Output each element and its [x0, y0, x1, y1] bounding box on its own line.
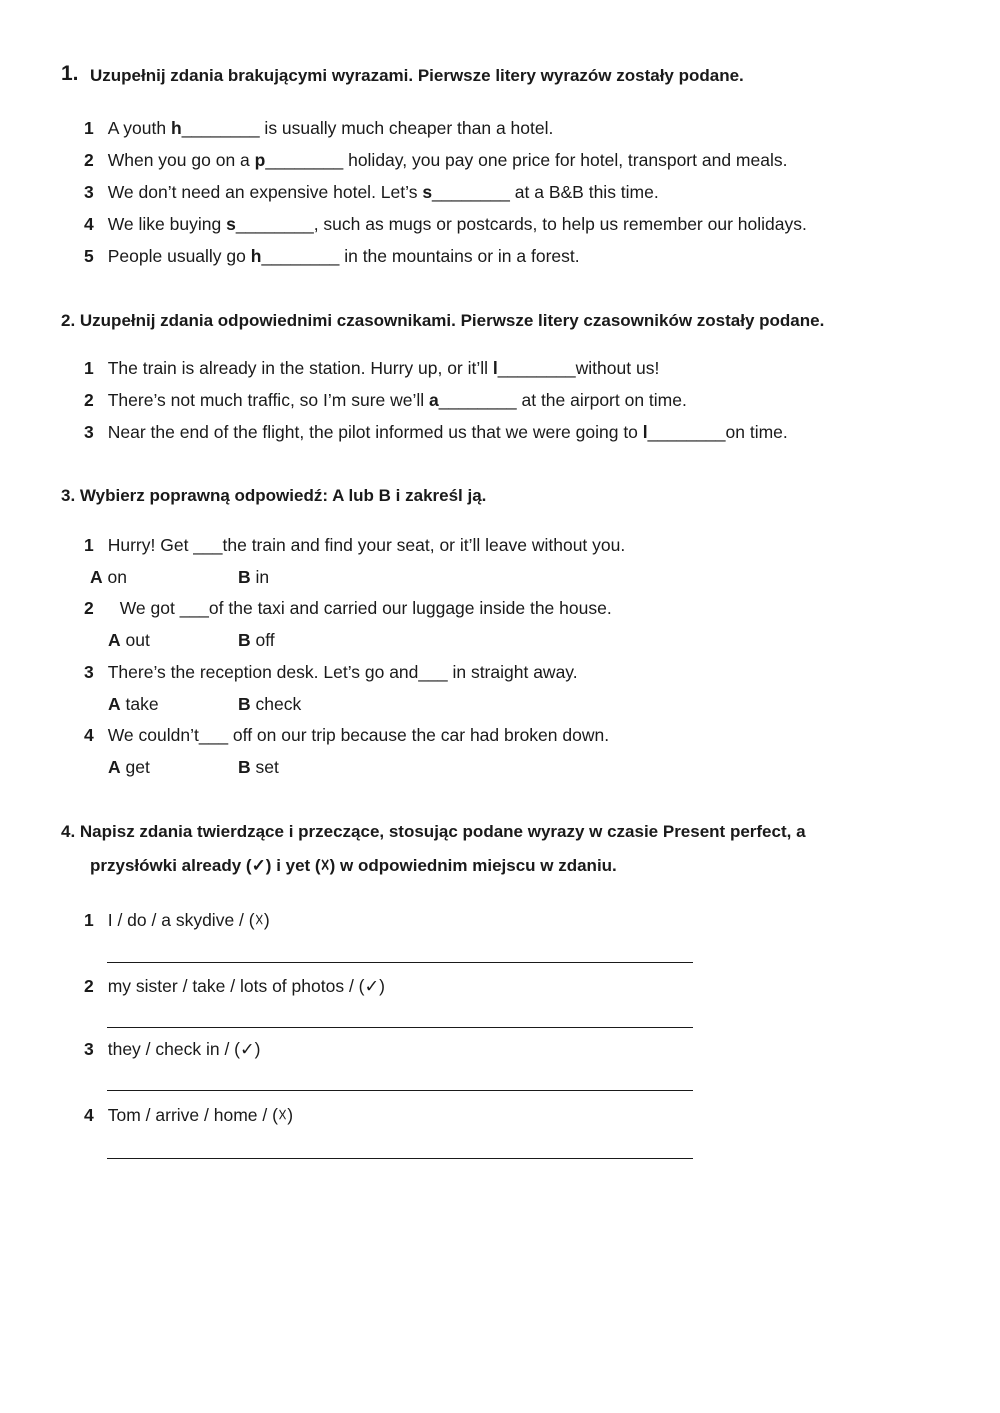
answer-line[interactable] [107, 1090, 693, 1091]
option-b[interactable] [238, 567, 269, 588]
option-a[interactable] [90, 567, 127, 588]
option-text: check [255, 694, 302, 714]
first-letter: h [170, 118, 182, 138]
ex2-heading: 2. Uzupełnij zdania odpowiednimi czasownikami. Pierwsze litery czasowników zostały podane. [61, 311, 825, 330]
ex2-item [84, 422, 788, 443]
item-text-end: at a B&B this time. [509, 182, 659, 202]
item-prompt: my sister / take / lots of photos / (✓) [107, 976, 385, 996]
ex1-item [84, 118, 553, 139]
first-letter: h [250, 246, 262, 266]
item-number: 3 [84, 1039, 94, 1059]
option-label: A [90, 567, 103, 587]
option-label: B [238, 694, 251, 714]
option-text: set [255, 757, 279, 777]
ex3-item [84, 535, 625, 556]
ex1-item [84, 182, 659, 203]
option-label: B [238, 567, 251, 587]
ex4-heading-line1: 4. Napisz zdania twierdzące i przeczące, stosując podane wyrazy w czasie Present perfect, a [61, 822, 806, 841]
first-letter: p [254, 150, 266, 170]
item-number: 4 [84, 214, 94, 234]
item-number: 3 [84, 662, 94, 682]
option-a[interactable] [108, 630, 150, 651]
item-number: 1 [84, 118, 94, 138]
answer-blank[interactable]: ________ [235, 214, 314, 234]
option-text: out [125, 630, 150, 650]
item-prompt: Tom / arrive / home / (☓) [107, 1105, 294, 1125]
item-text: There’s not much traffic, so I’m sure we’ll [107, 390, 430, 410]
item-number: 5 [84, 246, 94, 266]
option-label: A [108, 630, 121, 650]
first-letter: s [226, 214, 236, 234]
item-text-end: is usually much cheaper than a hotel. [259, 118, 554, 138]
item-text: People usually go [107, 246, 251, 266]
item-text-end: on time. [725, 422, 788, 442]
option-label: A [108, 757, 121, 777]
option-b[interactable] [238, 694, 301, 715]
option-label: B [238, 757, 251, 777]
item-number: 4 [84, 725, 94, 745]
ex4-heading-line2: przysłówki already (✓) i yet (☓) w odpowiednim miejscu w zdaniu. [90, 856, 617, 875]
option-text: in [255, 567, 270, 587]
item-text: We like buying [107, 214, 227, 234]
ex3-heading: 3. Wybierz poprawną odpowiedź: A lub B i zakreśl ją. [61, 486, 487, 505]
item-number: 1 [84, 910, 94, 930]
option-text: take [125, 694, 159, 714]
option-label: B [238, 630, 251, 650]
item-prompt: I / do / a skydive / (☓) [107, 910, 270, 930]
ex4-item [84, 910, 270, 931]
first-letter: l [492, 358, 498, 378]
item-text-end: , such as mugs or postcards, to help us remember our holidays. [313, 214, 807, 234]
item-text: We couldn’t___ off on our trip because the car had broken down. [107, 725, 610, 745]
ex3-item [84, 662, 578, 683]
ex1-item [84, 214, 807, 235]
first-letter: l [642, 422, 648, 442]
answer-blank[interactable]: ________ [181, 118, 260, 138]
item-number: 3 [84, 182, 94, 202]
item-number: 2 [84, 976, 94, 996]
answer-line[interactable] [107, 962, 693, 963]
option-b[interactable] [238, 757, 279, 778]
ex2-item [84, 358, 659, 379]
ex1-number: 1. [61, 62, 79, 85]
answer-line[interactable] [107, 1027, 693, 1028]
item-text: We got ___of the taxi and carried our luggage inside the house. [119, 598, 612, 618]
option-text: on [107, 567, 127, 587]
item-text: The train is already in the station. Hurry up, or it’ll [107, 358, 493, 378]
ex2-item [84, 390, 687, 411]
item-number: 2 [84, 150, 94, 170]
item-text-end: at the airport on time. [516, 390, 687, 410]
item-text: There’s the reception desk. Let’s go and___ in straight away. [107, 662, 578, 682]
ex1-heading: Uzupełnij zdania brakującymi wyrazami. Pierwsze litery wyrazów zostały podane. [90, 66, 744, 85]
answer-blank[interactable]: ________ [497, 358, 576, 378]
ex1-item [84, 246, 580, 267]
item-text: Near the end of the flight, the pilot informed us that we were going to [107, 422, 643, 442]
ex4-item [84, 976, 385, 997]
option-text: off [255, 630, 275, 650]
answer-blank[interactable]: ________ [647, 422, 726, 442]
item-text: Hurry! Get ___the train and find your seat, or it’ll leave without you. [107, 535, 626, 555]
option-text: get [125, 757, 150, 777]
option-a[interactable] [108, 694, 159, 715]
item-text-end: in the mountains or in a forest. [339, 246, 580, 266]
item-number: 2 [84, 390, 94, 410]
answer-blank[interactable]: ________ [261, 246, 340, 266]
ex3-item [84, 598, 612, 619]
answer-blank[interactable]: ________ [432, 182, 510, 202]
option-a[interactable] [108, 757, 150, 778]
first-letter: a [429, 390, 439, 410]
item-text: A youth [107, 118, 171, 138]
answer-blank[interactable]: ________ [438, 390, 517, 410]
item-number: 1 [84, 358, 94, 378]
item-number: 3 [84, 422, 94, 442]
item-text: We don’t need an expensive hotel. Let’s [107, 182, 423, 202]
answer-line[interactable] [107, 1158, 693, 1159]
item-number: 4 [84, 1105, 94, 1125]
first-letter: s [422, 182, 433, 202]
item-prompt: they / check in / (✓) [107, 1039, 261, 1059]
answer-blank[interactable]: ________ [265, 150, 344, 170]
item-text-end: without us! [575, 358, 660, 378]
item-text: When you go on a [107, 150, 255, 170]
item-number: 1 [84, 535, 94, 555]
ex4-item [84, 1039, 261, 1060]
ex1-item [84, 150, 787, 171]
option-label: A [108, 694, 121, 714]
item-text-end: holiday, you pay one price for hotel, transport and meals. [343, 150, 788, 170]
ex3-item [84, 725, 609, 746]
ex4-item [84, 1105, 293, 1126]
item-number: 2 [84, 598, 94, 618]
option-b[interactable] [238, 630, 275, 651]
